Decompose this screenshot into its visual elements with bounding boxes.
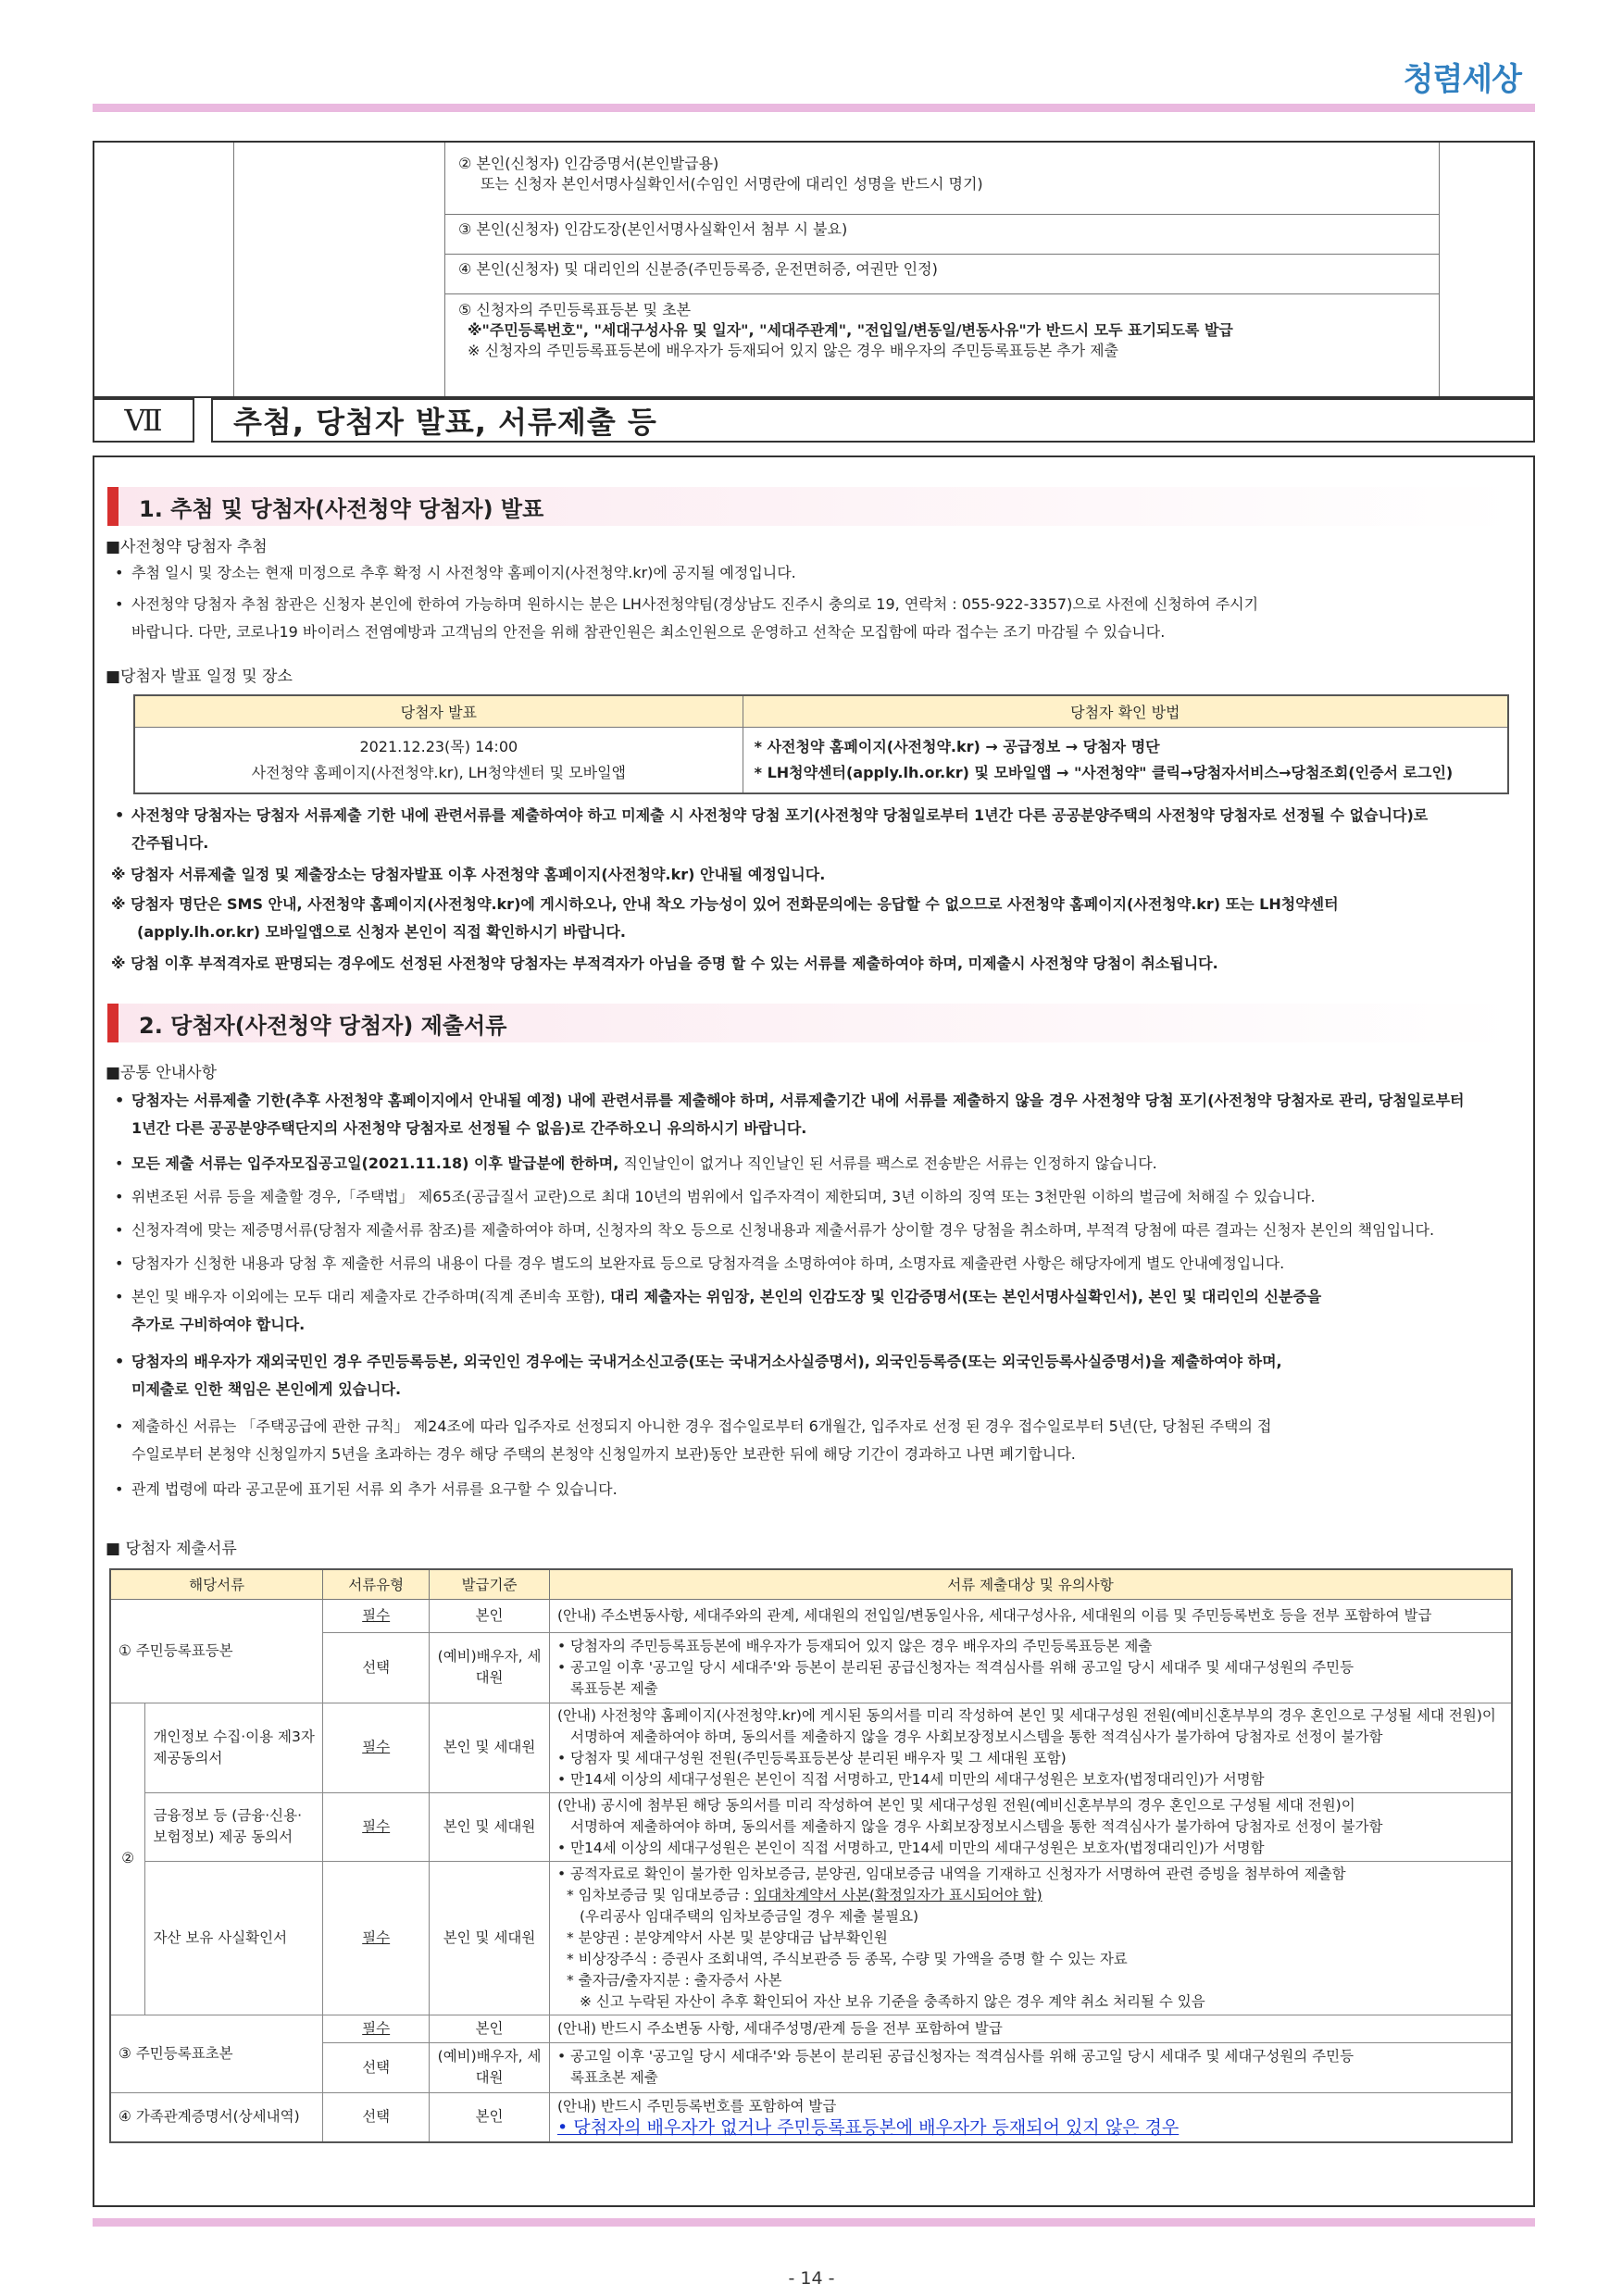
- table-row: ③ 주민등록표초본 필수 본인 (안내) 반드시 주소변동 사항, 세대주성명/관계 등을 전부 포함하여 발급: [110, 2015, 1512, 2042]
- bullet: • 당첨자가 신청한 내용과 당첨 후 제출한 서류의 내용이 다를 경우 별도의 보완자료 등으로 당첨자격을 소명하여야 하며, 소명자료 제출관련 사항은 해당자에게 별도 안내예정입니다.: [115, 1254, 1285, 1272]
- bullet: • 당첨자는 서류제출 기한(추후 사전청약 홈페이지에서 안내될 예정) 내에 관련서류를 제출해야 하며, 서류제출기간 내에 서류를 제출하지 않을 경우 사전청약 당첨 포기(사전청약 당첨자로 관리, 당첨일로부터 1년간 다른 공공분양주택단지의 사전청약 당첨자로 선정될 수 없음)로 간주하오니 유의하시기 바랍니다.: [115, 1092, 1465, 1137]
- integrity-logo: 청렴세상: [1403, 61, 1521, 98]
- top-divider: [93, 104, 1535, 112]
- table-row: ① 주민등록표등본 필수 본인 (안내) 주소변동사항, 세대주와의 관계, 세대원의 전입일/변동일사유, 세대구성사유, 세대원의 이름 및 주민등록번호 등을 전부 포함하여 발급: [110, 1599, 1512, 1632]
- notice: ※ 당첨 이후 부적격자로 판명되는 경우에도 선정된 사전청약 당첨자는 부적격자가 아님을 증명 할 수 있는 서류를 제출하여야 하며, 미제출시 사전청약 당첨이 취소됩니다.: [111, 955, 1218, 972]
- table-row: ② 개인정보 수집·이용 제3자 제공동의서 필수 본인 및 세대원 (안내) 사전청약 홈페이지(사전청약.kr)에 게시된 동의서를 미리 작성하여 본인 및 세대구성원 전원(예비신혼부부의 경우 혼인으로 구성될 세대 전원)이 서명하여 제출하여야 하며, 동의서를 제출하지 않을 경우 사회보장정보시스템을 통한 적격심사가 불가하여 당첨자로 선정이 불가함 • 당첨자 및 세대구성원 전원(주민등록표등본상 분리된 배우자 및 그 세대원 포함) • 만14세 이상의 세대구성원은 본인이 직접 서명하고, 만14세 미만의 세대구성원은 보호자(법정대리인)가 서명함: [110, 1703, 1512, 1792]
- announcement-table: 당첨자 발표 당첨자 확인 방법 2021.12.23(목) 14:00 사전청약 홈페이지(사전청약.kr), LH청약센터 및 모바일앱 * 사전청약 홈페이지(사전청약.kr) → 공급정보 → 당첨자 명단 * LH청약센터(apply.lh.or.kr) 및 모바일앱 → "사전청약" 클릭→당첨자서비스→당첨조회(인증서 로그인): [133, 694, 1509, 794]
- notice: ※ 당첨자 서류제출 일정 및 제출장소는 당첨자발표 이후 사전청약 홈페이지(사전청약.kr) 안내될 예정입니다.: [111, 866, 826, 883]
- continuation-row: ③ 본인(신청자) 인감도장(본인서명사실확인서 첨부 시 불요): [444, 214, 1439, 254]
- bullet: • 신청자격에 맞는 제증명서류(당첨자 제출서류 참조)를 제출하여야 하며, 신청자의 착오 등으로 신청내용과 제출서류가 상이할 경우 당첨을 취소하며, 부적격 당첨에 따른 결과는 신청자 본인의 책임입니다.: [115, 1221, 1435, 1239]
- continuation-row: ④ 본인(신청자) 및 대리인의 신분증(주민등록증, 운전면허증, 여권만 인정): [444, 254, 1439, 293]
- page-number: - 14 -: [788, 2268, 835, 2289]
- bullet: • 관계 법령에 따라 공고문에 표기된 서류 외 추가 서류를 요구할 수 있습니다.: [115, 1480, 618, 1498]
- bullet: • 당첨자의 배우자가 재외국민인 경우 주민등록등본, 외국인인 경우에는 국내거소신고증(또는 국내거소사실증명서), 외국인등록증(또는 외국인등록사실증명서)을 제출하여야 하며, 미제출로 인한 책임은 본인에게 있습니다.: [115, 1353, 1282, 1398]
- announcement-how: * 사전청약 홈페이지(사전청약.kr) → 공급정보 → 당첨자 명단 * LH청약센터(apply.lh.or.kr) 및 모바일앱 → "사전청약" 클릭→당첨자서비스→당첨조회(인증서 로그인): [743, 727, 1508, 793]
- bullet: • 위변조된 서류 등을 제출할 경우,「주택법」 제65조(공급질서 교란)으로 최대 10년의 범위에서 입주자격이 제한되며, 3년 이하의 징역 또는 3천만원 이하의 벌금에 처해질 수 있습니다.: [115, 1188, 1316, 1205]
- notice: ※ 당첨자 명단은 SMS 안내, 사전청약 홈페이지(사전청약.kr)에 게시하오나, 안내 착오 가능성이 있어 전화문의에는 응답할 수 없으므로 사전청약 홈페이지(사전청약.kr) 또는 LH청약센터 (apply.lh.or.kr) 모바일앱으로 신청자 본인이 직접 확인하시기 바랍니다.: [111, 895, 1339, 941]
- documents-table: 해당서류 서류유형 발급기준 서류 제출대상 및 유의사항 ① 주민등록표등본 필수 본인 (안내) 주소변동사항, 세대주와의 관계, 세대원의 전입일/변동일사유, 세대구성사유, 세대원의 이름 및 주민등록번호 등을 전부 포함하여 발급 선택 (예비)배우자, 세대원 • 당첨자의 주민등록표등본에 배우자가 등재되어 있지 않은 경우 배우자의 주민등록표등본 제출 • 공고일 이후 '공고일 당시 세대주'와 등본이 분리된 공급신청자는 적격심사를 위해 공고일 당시 세대주 및 세대구성원의 주민등 록표등본 제출 ② 개인정보 수집·이용 제3자 제공동의서 필수 본인 및 세대원 (안내) 사전청약 홈페이지(사전청약.kr)에 게시된 동의서를 미리 작성하여 본인 및 세대구성원 전원(예비신혼부부의 경우 혼인으로 구성될 세대 전원)이 서명하여 제출하여야 하며, 동의서를 제출하지 않을 경우 사회보장정보시스템을 통한 적격심사가 불가하여 당첨자로 선정이 불가함 • 당첨자 및 세대구성원 전원(주민등록표등본상 분리된 배우자 및 그 세대원 포함) • 만14세 이상의 세대구성원은 본인이 직접 서명하고, 만14세 미만의 세대구성원은 보호자(법정대리인)가 서명함 금융정보 등 (금융·신용·보험정보) 제공 동의서 필수 본인 및 세대원 (안내) 공시에 첨부된 해당 동의서를 미리 작성하여 본인 및 세대구성원 전원(예비신혼부부의 경우 혼인으로 구성될 세대 전원)이 서명하여 제출하여야 하며, 동의서를 제출하지 않을 경우 사회보장정보시스템을 통한 적격심사가 불가하여 당첨자로 선정이 불가함 • 만14세 이상의 세대구성원은 본인이 직접 서명하고, 만14세 미만의 세대구성원은 보호자(법정대리인)가 서명함 자산 보유 사실확인서 필수 본인 및 세대원 • 공적자료로 확인이 불가한 임차보증금, 분양권, 임대보증금 내역을 기재하고 신청자가 서명하여 관련 증빙을 첨부하여 제출함 * 임차보증금 및 임대보증금 : 임대차계약서 사본(확정일자가 표시되어야 함) (우리공사 임대주택의 임차보증금일 경우 제출 불필요) * 분양권 : 분양계약서 사본 및 분양대금 납부확인원 * 비상장주식 : 증권사 조회내역, 주식보관증 등 종목, 수량 및 가액을 증명 할 수 있는 자료 * 출자금/출자지분 : 출자증서 사본 ※ 신고 누락된 자산이 추후 확인되어 자산 보유 기준을 충족하지 않은 경우 계약 취소 처리될 수 있음 ③ 주민등록표초본 필수 본인 (안내) 반드시 주소변동 사항, 세대주성명/관계 등을 전부 포함하여 발급 선택 (예비)배우자, 세대원 • 공고일 이후 '공고일 당시 세대주'와 등본이 분리된 공급신청자는 적격심사를 위해 공고일 당시 세대주 및 세대구성원의 주민등 록표초본 제출 ④ 가족관계증명서(상세내역) 선택 본인 (안내) 반드시 주민등록번호를 포함하여 발급 • 당첨자의 배우자가 없거나 주민등록표등본에 배우자가 등재되어 있지 않은 경우: [109, 1568, 1513, 2143]
- bullet: • 본인 및 배우자 이외에는 모두 대리 제출자로 간주하며(직계 존비속 포함), 대리 제출자는 위임장, 본인의 인감도장 및 인감증명서(또는 본인서명사실확인서), 본인 및 대리인의 신분증을 추가로 구비하여야 합니다.: [115, 1288, 1322, 1333]
- sub-heading: ■공통 안내사항: [106, 1064, 217, 1082]
- continuation-row: ⑤ 신청자의 주민등록표등본 및 초본 ※"주민등록번호", "세대구성사유 및 일자", "세대주관계", "전입일/변동일/변동사유"가 반드시 모두 표기되도록 발급 ※ 신청자의 주민등록표등본에 배우자가 등재되어 있지 않은 경우 배우자의 주민등록표등본 추가 제출: [444, 293, 1439, 397]
- continuation-row: ② 본인(신청자) 인감증명서(본인발급용) 또는 신청자 본인서명사실확인서(수임인 서명란에 대리인 성명을 반드시 명기): [444, 142, 1439, 214]
- sub-heading: ■사전청약 당첨자 추첨: [106, 538, 268, 556]
- bullet: • 사전청약 당첨자는 당첨자 서류제출 기한 내에 관련서류를 제출하여야 하고 미제출 시 사전청약 당첨 포기(사전청약 당첨일로부터 1년간 다른 공공분양주택의 사전청약 당첨자로 선정될 수 없습니다)로 간주됩니다.: [115, 806, 1429, 852]
- part1-heading: 1. 추첨 및 당첨자(사전청약 당첨자) 발표: [107, 487, 1515, 526]
- continuation-table: [93, 141, 1535, 398]
- part2-heading: 2. 당첨자(사전청약 당첨자) 제출서류: [107, 1004, 1515, 1042]
- table-row: 금융정보 등 (금융·신용·보험정보) 제공 동의서 필수 본인 및 세대원 (안내) 공시에 첨부된 해당 동의서를 미리 작성하여 본인 및 세대구성원 전원(예비신혼부부의 경우 혼인으로 구성될 세대 전원)이 서명하여 제출하여야 하며, 동의서를 제출하지 않을 경우 사회보장정보시스템을 통한 적격심사가 불가하여 당첨자로 선정이 불가함 • 만14세 이상의 세대구성원은 본인이 직접 서명하고, 만14세 미만의 세대구성원은 보호자(법정대리인)가 서명함: [110, 1792, 1512, 1861]
- section-heading: 추첨, 당첨자 발표, 서류제출 등: [211, 398, 1535, 443]
- sub-heading: ■ 당첨자 제출서류: [106, 1540, 237, 1558]
- sub-heading: ■당첨자 발표 일정 및 장소: [106, 668, 293, 686]
- content-frame: [93, 455, 1535, 2207]
- bullet: • 모든 제출 서류는 입주자모집공고일(2021.11.18) 이후 발급분에 한하며, 직인날인이 없거나 직인날인 된 서류를 팩스로 전송받은 서류는 인정하지 않습니다.: [115, 1154, 1157, 1172]
- table-row: 자산 보유 사실확인서 필수 본인 및 세대원 • 공적자료로 확인이 불가한 임차보증금, 분양권, 임대보증금 내역을 기재하고 신청자가 서명하여 관련 증빙을 첨부하여 제출함 * 임차보증금 및 임대보증금 : 임대차계약서 사본(확정일자가 표시되어야 함) (우리공사 임대주택의 임차보증금일 경우 제출 불필요) * 분양권 : 분양계약서 사본 및 분양대금 납부확인원 * 비상장주식 : 증권사 조회내역, 주식보관증 등 종목, 수량 및 가액을 증명 할 수 있는 자료 * 출자금/출자지분 : 출자증서 사본 ※ 신고 누락된 자산이 추후 확인되어 자산 보유 기준을 충족하지 않은 경우 계약 취소 처리될 수 있음: [110, 1861, 1512, 2015]
- bullet: • 추첨 일시 및 장소는 현재 미정으로 추후 확정 시 사전청약 홈페이지(사전청약.kr)에 공지될 예정입니다.: [115, 564, 796, 581]
- bullet: • 사전청약 당첨자 추첨 참관은 신청자 본인에 한하여 가능하며 원하시는 분은 LH사전청약팀(경상남도 진주시 충의로 19, 연락처 : 055-922-3357)으로 사전에 신청하여 주시기 바랍니다. 다만, 코로나19 바이러스 전염예방과 고객님의 안전을 위해 참관인원은 최소인원으로 운영하고 선착순 모집함에 따라 접수는 조기 마감될 수 있습니다.: [115, 595, 1259, 641]
- bullet: • 제출하신 서류는 「주택공급에 관한 규칙」 제24조에 따라 입주자로 선정되지 아니한 경우 접수일로부터 6개월간, 입주자로 선정 된 경우 접수일로부터 5년(단, 당첨된 주택의 접 수일로부터 본청약 신청일까지 5년을 초과하는 경우 해당 주택의 본청약 신청일까지 보관)동안 보관한 뒤에 해당 기간이 경과하고 나면 폐기합니다.: [115, 1417, 1272, 1463]
- table-row: ④ 가족관계증명서(상세내역) 선택 본인 (안내) 반드시 주민등록번호를 포함하여 발급 • 당첨자의 배우자가 없거나 주민등록표등본에 배우자가 등재되어 있지 않은 경우: [110, 2092, 1512, 2142]
- section-title: [93, 398, 1535, 443]
- section-number: Ⅶ: [93, 398, 194, 443]
- bottom-divider: [93, 2218, 1535, 2227]
- table-row: 선택 (예비)배우자, 세대원 • 공고일 이후 '공고일 당시 세대주'와 등본이 분리된 공급신청자는 적격심사를 위해 공고일 당시 세대주 및 세대구성원의 주민등 록표초본 제출: [110, 2042, 1512, 2092]
- announcement-when: 2021.12.23(목) 14:00 사전청약 홈페이지(사전청약.kr), LH청약센터 및 모바일앱: [134, 727, 743, 793]
- table-row: 선택 (예비)배우자, 세대원 • 당첨자의 주민등록표등본에 배우자가 등재되어 있지 않은 경우 배우자의 주민등록표등본 제출 • 공고일 이후 '공고일 당시 세대주'와 등본이 분리된 공급신청자는 적격심사를 위해 공고일 당시 세대주 및 세대구성원의 주민등 록표등본 제출: [110, 1632, 1512, 1703]
